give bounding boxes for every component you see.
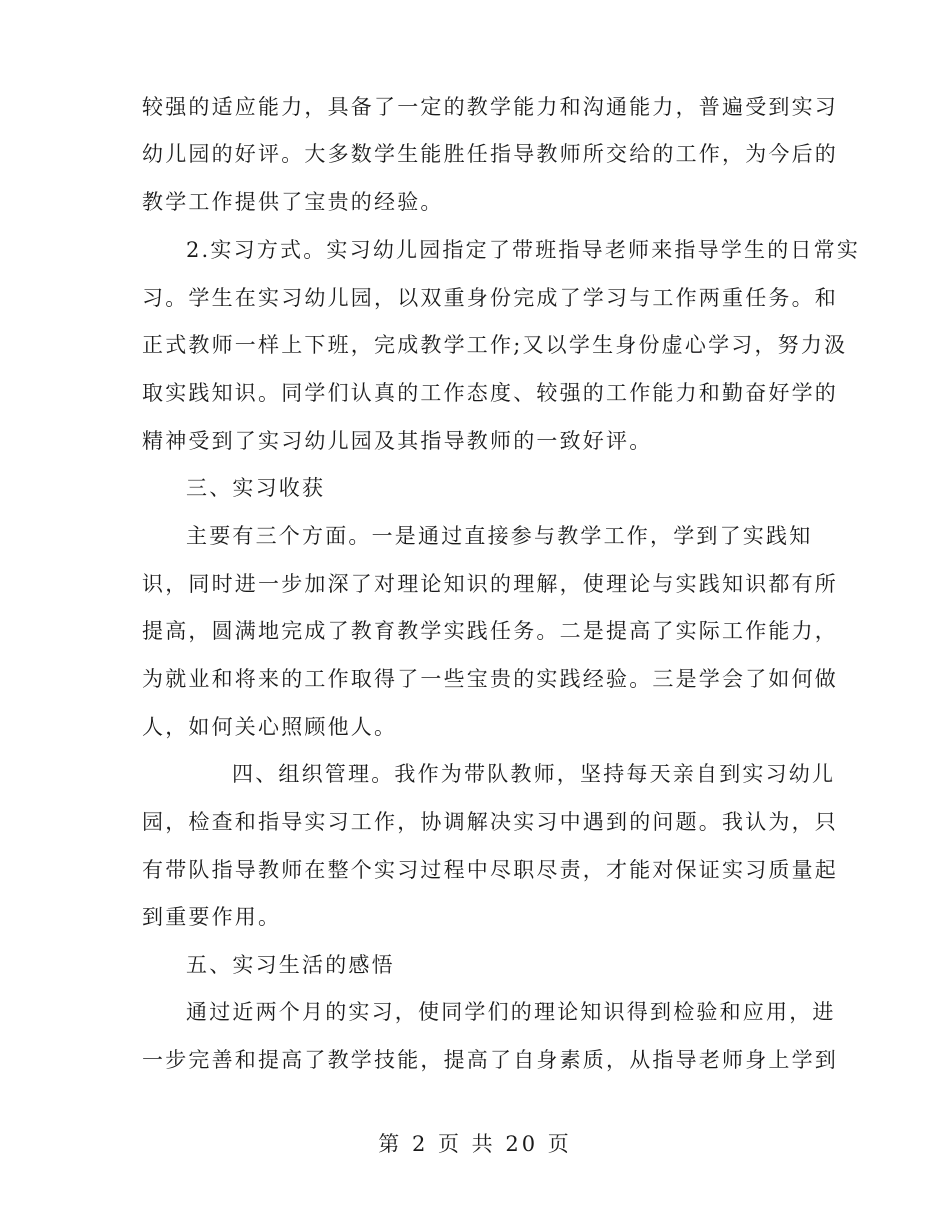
text-line: 教学工作提供了宝贵的经验。 xyxy=(142,190,444,214)
text-line: 到重要作用。 xyxy=(142,905,282,929)
text-line: 识，同时进一步加深了对理论知识的理解，使理论与实践知识都有所 xyxy=(142,572,838,596)
text-line: 习。学生在实习幼儿园，以双重身份完成了学习与工作两重任务。和 xyxy=(142,286,838,310)
section-heading: 五、实习生活的感悟 xyxy=(186,953,395,977)
text-line: 取实践知识。同学们认真的工作态度、较强的工作能力和勤奋好学的 xyxy=(142,381,838,405)
text-line: 通过近两个月的实习，使同学们的理论知识得到检验和应用，进 xyxy=(186,1000,836,1024)
section-heading: 三、实习收获 xyxy=(186,476,326,500)
text-line: 为就业和将来的工作取得了一些宝贵的实践经验。三是学会了如何做 xyxy=(142,667,838,691)
text-line: 正式教师一样上下班，完成教学工作;又以学生身份虚心学习，努力汲 xyxy=(142,333,848,357)
text-line: 一步完善和提高了教学技能，提高了自身素质，从指导老师身上学到 xyxy=(142,1048,838,1072)
text-line: 幼儿园的好评。大多数学生能胜任指导教师所交给的工作，为今后的 xyxy=(142,142,838,166)
text-line: 提高，圆满地完成了教育教学实践任务。二是提高了实际工作能力， xyxy=(142,619,838,643)
section-heading: 四、组织管理。我作为带队教师，坚持每天亲自到实习幼儿 xyxy=(232,762,836,786)
page-number-footer: 第 2 页 共 20 页 xyxy=(378,1132,572,1156)
text-line: 人，如何关心照顾他人。 xyxy=(142,715,398,739)
text-line: 精神受到了实习幼儿园及其指导教师的一致好评。 xyxy=(142,429,653,453)
text-line: 主要有三个方面。一是通过直接参与教学工作，学到了实践知 xyxy=(186,524,813,548)
text-line: 有带队指导教师在整个实习过程中尽职尽责，才能对保证实习质量起 xyxy=(142,858,838,882)
text-line: 2.实习方式。实习幼儿园指定了带班指导老师来指导学生的日常实 xyxy=(186,238,861,262)
text-line: 园，检查和指导实习工作，协调解决实习中遇到的问题。我认为，只 xyxy=(142,810,838,834)
text-line: 较强的适应能力，具备了一定的教学能力和沟通能力，普遍受到实习 xyxy=(142,95,838,119)
